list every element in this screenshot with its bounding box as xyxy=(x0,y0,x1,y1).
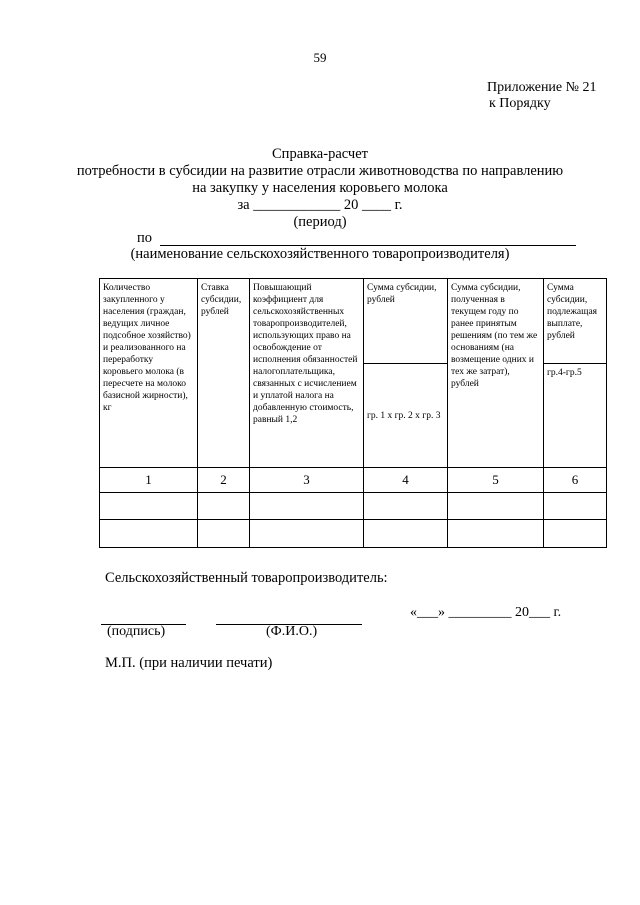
document-title: Справка-расчет xyxy=(272,146,368,162)
period-field: за ____________ 20 ____ г. xyxy=(237,197,403,213)
table-cell xyxy=(250,520,364,548)
table-cell xyxy=(544,493,607,520)
header-coefficient: Повышающий коэффициент для сельскохозяйственных товаропроизводителей, использующих право на освобождение от исполнения обязанностей налогоплательщика, связанных с исчислением и уплатой налога на добавленную стоимость, равный 1,2 xyxy=(250,279,364,468)
column-number-3: 3 xyxy=(250,468,364,493)
table-cell xyxy=(544,520,607,548)
calculation-table xyxy=(99,278,607,548)
producer-prefix: по xyxy=(137,230,153,246)
appendix-number: Приложение № 21 xyxy=(487,80,597,95)
producer-caption: (наименование сельскохозяйственного товаропроизводителя) xyxy=(130,246,510,262)
signature-caption: (подпись) xyxy=(107,624,166,639)
stamp-place: М.П. (при наличии печати) xyxy=(105,655,273,671)
column-number-5: 5 xyxy=(448,468,544,493)
table-cell xyxy=(100,520,198,548)
column-number-2: 2 xyxy=(198,468,250,493)
table-cell xyxy=(198,493,250,520)
fio-caption: (Ф.И.О.) xyxy=(266,624,318,639)
column-number-6: 6 xyxy=(544,468,607,493)
document-subtitle-1: потребности в субсидии на развитие отрасли животноводства по направлению xyxy=(76,163,564,179)
table-cell xyxy=(250,493,364,520)
page-number: 59 xyxy=(313,50,327,65)
appendix-reference: к Порядку xyxy=(489,96,551,111)
date-field: «___» _________ 20___ г. xyxy=(410,605,562,620)
table-cell xyxy=(448,493,544,520)
table-cell xyxy=(198,520,250,548)
header-rate: Ставка субсидии, рублей xyxy=(198,279,250,468)
header-received-subsidy: Сумма субсидии, полученная в текущем году по ранее принятым решениям (по тем же основаниям (на возмещение одних и тех же затрат), рублей xyxy=(448,279,544,468)
column-number-4: 4 xyxy=(364,468,448,493)
formula-payable-subsidy: гр.4-гр.5 xyxy=(544,364,607,468)
header-subsidy-sum: Сумма субсидии, рублей xyxy=(364,279,448,364)
table-cell xyxy=(364,520,448,548)
table-row xyxy=(100,520,607,548)
table-row xyxy=(100,493,607,520)
producer-signature-title: Сельскохозяйственный товаропроизводитель: xyxy=(105,570,388,586)
column-number-1: 1 xyxy=(100,468,198,493)
table-cell xyxy=(100,493,198,520)
header-quantity: Количество закупленного у населения (граждан, ведущих личное подсобное хозяйство) и реализованного на переработку коровьего молока (в пересчете на молоко базисной жирности), кг xyxy=(100,279,198,468)
header-payable-subsidy: Сумма субсидии, подлежащая выплате, рублей xyxy=(544,279,607,364)
formula-subsidy-sum: гр. 1 х гр. 2 х гр. 3 xyxy=(364,364,448,468)
table-cell xyxy=(364,493,448,520)
table-cell xyxy=(448,520,544,548)
period-caption: (период) xyxy=(293,214,347,230)
document-subtitle-2: на закупку у населения коровьего молока xyxy=(192,180,448,196)
